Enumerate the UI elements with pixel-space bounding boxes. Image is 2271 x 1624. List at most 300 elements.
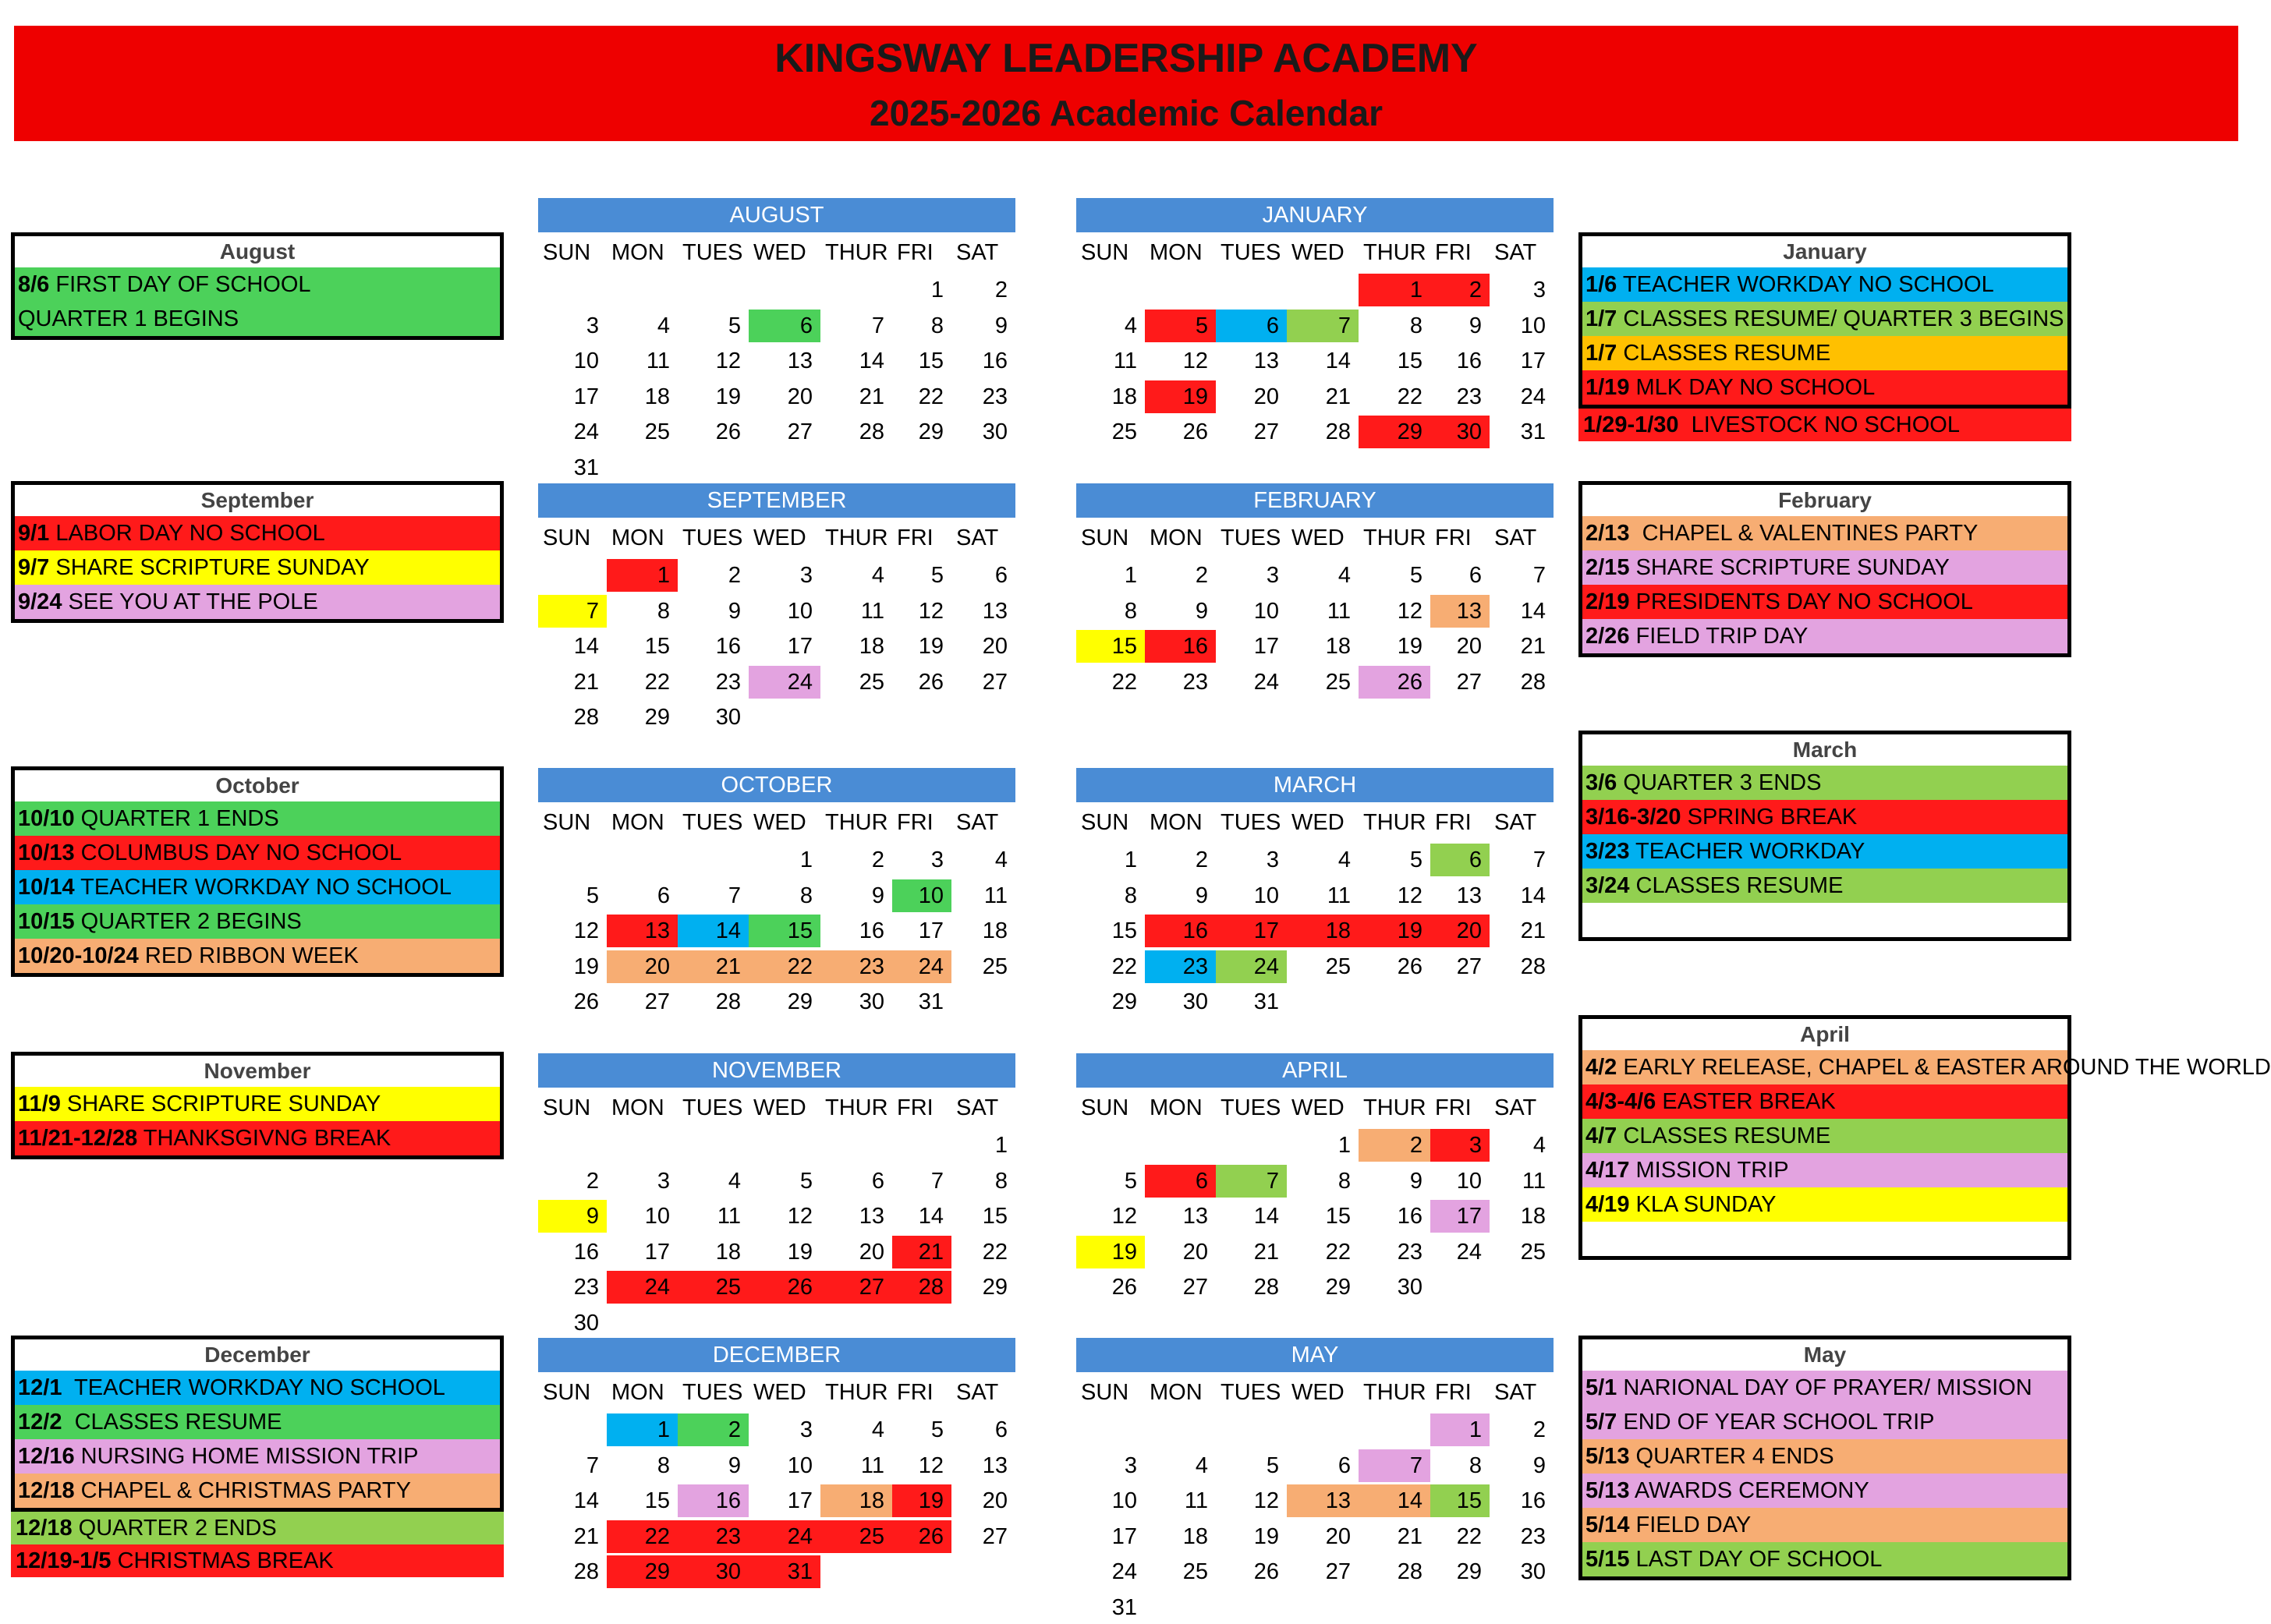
day-cell: 4 [994,847,1008,872]
legend-text: FIRST DAY OF SCHOOL [49,272,311,297]
legend-date: 2/13 [1585,521,1630,546]
day-cell: 4 [871,1417,884,1442]
day-cell: 2 [586,1168,599,1194]
legend-text: CHAPEL & CHRISTMAS PARTY [74,1478,411,1503]
weekday-label: SAT [1494,525,1537,550]
legend-text: EASTER BREAK [1656,1089,1836,1114]
day-cell-highlighted: 24 [1216,950,1287,983]
day-cell: 5 [1124,1168,1137,1194]
weekday-label: THUR [1363,525,1426,550]
day-cell: 13 [1456,883,1482,908]
day-cell: 21 [1253,1239,1279,1265]
legend-date: 8/6 [18,272,50,297]
legend-date: 3/23 [1585,839,1630,864]
day-cell: 20 [859,1239,884,1265]
legend-row [15,801,500,836]
legend-text: NARIONAL DAY OF PRAYER/ MISSION [1617,1375,2032,1400]
day-cell: 18 [1325,634,1351,659]
day-cell: 12 [787,1204,813,1229]
legend-date: 10/10 [18,806,75,831]
day-cell: 15 [1397,349,1422,373]
day-cell-highlighted: 29 [607,1555,678,1588]
day-cell-highlighted: 2 [678,1413,749,1446]
day-cell-highlighted: 28 [892,1271,951,1304]
weekday-label: FRI [897,1095,934,1120]
day-cell-highlighted: 15 [1430,1484,1490,1517]
day-cell-highlighted: 20 [607,950,678,983]
legend-date: 1/6 [1585,272,1617,297]
legend-text: CLASSES RESUME [62,1410,282,1435]
day-cell: 4 [657,313,670,338]
legend-row [1582,1050,2271,1084]
day-cell: 13 [787,349,813,373]
legend-text: CLASSES RESUME [1617,341,1831,366]
weekday-label: WED [1291,525,1345,550]
legend-row [1582,834,2067,869]
legend-april [1578,1015,2271,1260]
day-cell: 15 [644,634,670,659]
legend-text: LABOR DAY NO SCHOOL [49,521,325,546]
day-cell: 31 [918,989,944,1014]
day-cell-highlighted: 18 [1287,915,1359,947]
day-cell: 25 [1520,1239,1546,1265]
legend-row [15,1087,500,1121]
day-cell: 10 [1253,883,1279,908]
day-cell: 20 [982,1488,1008,1513]
month-header: APRIL [1076,1053,1554,1088]
day-cell: 22 [918,384,944,409]
legend-row [1582,1222,2067,1256]
legend-date: 12/18 [18,1478,75,1503]
day-cell: 15 [982,1204,1008,1229]
day-cell: 2 [728,563,741,588]
day-cell: 7 [871,313,884,338]
day-cell: 11 [1522,1168,1546,1194]
day-cell: 14 [1520,883,1546,908]
day-cell-highlighted: 10 [892,879,951,912]
day-cell: 20 [1253,384,1279,409]
legend-text: PRESIDENTS DAY NO SCHOOL [1629,589,1973,614]
day-cell: 4 [1195,1452,1208,1478]
day-cell: 19 [1253,1523,1279,1549]
weekday-label: WED [1291,240,1345,265]
day-cell: 10 [573,349,599,373]
day-cell-highlighted: 6 [749,310,820,342]
weekday-label: MON [1150,525,1203,550]
day-cell: 30 [982,419,1008,444]
day-cell: 12 [1397,883,1422,908]
weekday-label: SUN [543,240,591,265]
legend-text: TEACHER WORKDAY NO SCHOOL [62,1375,445,1400]
day-cell: 30 [1397,1275,1422,1300]
day-cell: 17 [1520,349,1546,373]
legend-row [15,516,500,550]
day-cell: 14 [1253,1204,1279,1229]
day-cell-highlighted: 18 [820,1484,892,1517]
day-cell-highlighted: 5 [1145,310,1216,342]
day-cell: 27 [644,989,670,1014]
day-cell: 26 [1182,419,1208,444]
legend-extra-row [1578,409,2071,441]
day-cell: 31 [1111,1594,1137,1620]
legend-text: LAST DAY OF SCHOOL [1629,1547,1883,1572]
legend-text: AWARDS CEREMONY [1629,1478,1869,1503]
day-cell: 27 [982,669,1008,695]
day-cell-highlighted: 24 [749,1520,820,1553]
day-cell-highlighted: 1 [607,1413,678,1446]
day-cell: 22 [1325,1239,1351,1265]
day-cell: 7 [1532,847,1546,872]
day-cell: 28 [859,419,884,444]
weekday-label: TUES [682,810,743,835]
weekday-label: FRI [897,1380,934,1405]
day-cell-highlighted: 27 [820,1271,892,1304]
day-cell: 25 [982,954,1008,979]
legend-date: 9/24 [18,589,62,614]
day-cell: 29 [644,705,670,730]
day-cell: 27 [787,419,813,444]
day-cell: 19 [715,384,741,409]
day-cell: 25 [644,419,670,444]
day-cell: 20 [1325,1523,1351,1549]
weekday-label: SUN [1081,525,1129,550]
legend-text: CLASSES RESUME/ QUARTER 3 BEGINS [1617,306,2064,331]
day-cell: 17 [918,918,944,943]
page-title: KINGSWAY LEADERSHIP ACADEMY [774,36,1478,81]
day-cell: 13 [1253,349,1279,373]
legend-text: QUARTER 3 ENDS [1617,770,1822,795]
legend-date: 12/2 [18,1410,62,1435]
legend-january [1578,232,2071,409]
weekday-label: SUN [543,1380,591,1405]
day-cell-highlighted: 21 [678,950,749,983]
legend-text: SHARE SCRIPTURE SUNDAY [60,1092,381,1116]
day-cell: 1 [1124,563,1137,588]
weekday-label: WED [753,525,806,550]
day-cell: 26 [715,419,741,444]
legend-row [15,267,500,302]
day-cell: 11 [646,349,670,373]
day-cell: 29 [982,1275,1008,1300]
legend-row [1582,302,2067,336]
legend-date: 3/16-3/20 [1585,805,1681,830]
day-cell: 8 [1337,1168,1351,1194]
day-cell: 27 [1182,1275,1208,1300]
day-cell: 7 [728,883,741,908]
legend-row [15,1121,500,1155]
weekday-label: SUN [1081,1095,1129,1120]
day-cell: 16 [573,1239,599,1265]
day-cell: 22 [1397,384,1422,409]
day-cell: 22 [1456,1523,1482,1549]
legend-row [1582,1187,2067,1222]
day-cell: 30 [1520,1559,1546,1584]
month-header: FEBRUARY [1076,483,1554,518]
legend-row [15,585,500,619]
day-cell: 3 [1266,847,1279,872]
day-cell-highlighted: 31 [749,1555,820,1588]
legend-text: QUARTER 2 ENDS [72,1516,277,1541]
legend-text: QUARTER 1 ENDS [74,806,279,831]
day-cell-highlighted: 7 [1287,310,1359,342]
day-cell: 28 [1520,954,1546,979]
legend-text: CLASSES RESUME [1629,873,1844,898]
day-cell-highlighted: 13 [1430,595,1490,628]
weekday-label: WED [753,1095,806,1120]
day-cell: 21 [1325,384,1351,409]
legend-december [11,1336,504,1512]
day-cell: 8 [994,1168,1008,1194]
day-cell-highlighted: 17 [1216,915,1287,947]
day-cell: 28 [573,1559,599,1584]
month-header: AUGUST [538,198,1015,232]
legend-text: TEACHER WORKDAY NO SCHOOL [74,875,452,900]
legend-date: 1/29-1/30 [1583,412,1679,437]
day-cell: 28 [715,989,741,1014]
day-cell: 29 [1111,989,1137,1014]
legend-date: 10/20-10/24 [18,943,139,968]
day-cell-highlighted: 13 [607,915,678,947]
legend-row [15,1371,500,1405]
legend-title: November [204,1059,311,1083]
legend-september [11,481,504,623]
day-cell: 15 [1325,1204,1351,1229]
day-cell: 16 [1456,349,1482,373]
day-cell: 29 [1325,1275,1351,1300]
legend-row [1582,516,2067,550]
day-cell-highlighted: 22 [607,1520,678,1553]
day-cell: 2 [1532,1417,1546,1442]
day-cell: 1 [799,847,813,872]
day-cell: 8 [1124,598,1137,624]
day-cell-highlighted: 26 [1359,666,1430,699]
legend-date: 4/3-4/6 [1585,1089,1656,1114]
month-february [1076,483,1554,695]
day-cell: 19 [573,954,599,979]
day-cell-highlighted: 7 [1359,1449,1430,1482]
day-cell: 18 [644,384,670,409]
day-cell: 23 [1397,1239,1422,1265]
day-cell: 25 [1182,1559,1208,1584]
day-cell: 12 [1182,349,1208,373]
day-cell: 10 [644,1204,670,1229]
weekday-label: TUES [1221,1380,1281,1405]
day-cell: 31 [573,455,599,480]
day-cell: 21 [573,669,599,695]
day-cell-highlighted: 30 [678,1555,749,1588]
legend-row [1582,869,2067,903]
day-cell: 15 [644,1488,670,1513]
legend-row [1582,1405,2067,1439]
day-cell: 2 [994,278,1008,303]
day-cell: 18 [859,634,884,659]
day-cell: 28 [573,705,599,730]
legend-date: 1/7 [1585,341,1617,366]
legend-date: 4/17 [1585,1158,1630,1183]
day-cell-highlighted: 29 [1359,416,1430,448]
legend-row [1582,766,2067,800]
day-cell-highlighted: 15 [749,915,820,947]
day-cell: 4 [1124,313,1137,338]
day-cell: 17 [1111,1523,1137,1549]
day-cell-highlighted: 26 [892,1520,951,1553]
day-cell-highlighted: 22 [749,950,820,983]
day-cell-highlighted: 1 [1359,274,1430,306]
day-cell: 9 [1469,313,1482,338]
month-january [1076,198,1554,444]
legend-title: August [219,239,296,264]
legend-text: SHARE SCRIPTURE SUNDAY [49,555,370,580]
day-cell: 27 [1253,419,1279,444]
legend-date: 5/14 [1585,1513,1630,1537]
legend-row [1582,370,2067,405]
legend-text: FIELD TRIP DAY [1629,624,1809,649]
legend-row [15,904,500,939]
day-cell: 11 [1184,1488,1208,1513]
day-cell: 11 [860,598,884,624]
legend-row [1582,619,2067,653]
day-cell: 23 [1456,384,1482,409]
weekday-label: THUR [825,1380,888,1405]
legend-text: CHRISTMAS BREAK [111,1548,334,1573]
day-cell: 12 [918,598,944,624]
day-cell-highlighted: 16 [678,1484,749,1517]
day-cell: 31 [1520,419,1546,444]
day-cell: 24 [1253,669,1279,695]
legend-row [1582,336,2067,370]
legend-row [15,939,500,973]
day-cell: 15 [918,349,944,373]
day-cell: 25 [859,669,884,695]
day-cell: 26 [573,989,599,1014]
day-cell: 26 [1111,1275,1137,1300]
day-cell-highlighted: 19 [1359,915,1430,947]
day-cell: 29 [1456,1559,1482,1584]
weekday-label: FRI [897,525,934,550]
legend-august [11,232,504,340]
month-august [538,198,1015,480]
weekday-label: WED [1291,1095,1345,1120]
legend-date: 4/2 [1585,1055,1617,1080]
weekday-label: MON [611,1380,664,1405]
day-cell: 18 [1182,1523,1208,1549]
legend-row [1582,1119,2067,1153]
legend-text: KLA SUNDAY [1629,1192,1777,1217]
day-cell-highlighted: 16 [1145,915,1216,947]
weekday-label: WED [1291,1380,1345,1405]
legend-row [1582,1439,2067,1474]
weekday-label: TUES [682,240,743,265]
weekday-label: TUES [1221,525,1281,550]
day-cell: 23 [715,669,741,695]
day-cell: 11 [1327,883,1351,908]
legend-text: NURSING HOME MISSION TRIP [74,1444,419,1469]
legend-title: February [1778,488,1872,512]
legend-text: RED RIBBON WEEK [138,943,359,968]
day-cell: 17 [1253,634,1279,659]
weekday-label: MON [611,525,664,550]
weekday-label: FRI [1435,240,1472,265]
day-cell: 30 [573,1310,599,1336]
day-cell: 8 [1469,1452,1482,1478]
day-cell: 16 [715,634,741,659]
day-cell: 25 [1325,954,1351,979]
day-cell: 12 [918,1452,944,1478]
day-cell: 30 [859,989,884,1014]
day-cell: 31 [1253,989,1279,1014]
legend-row [15,302,500,336]
month-header: MAY [1076,1338,1554,1372]
day-cell: 28 [1397,1559,1422,1584]
day-cell: 10 [1253,598,1279,624]
day-cell: 4 [728,1168,741,1194]
day-cell: 12 [1111,1204,1137,1229]
day-cell: 30 [1182,989,1208,1014]
legend-row [1582,1508,2067,1542]
legend-text: CHAPEL & VALENTINES PARTY [1629,521,1979,546]
weekday-label: FRI [1435,810,1472,835]
day-cell: 21 [573,1523,599,1549]
day-cell: 3 [1532,278,1546,303]
legend-text: FIELD DAY [1629,1513,1752,1537]
month-november [538,1053,1015,1336]
day-cell-highlighted: 2 [1430,274,1490,306]
legend-date: 3/24 [1585,873,1630,898]
day-cell: 30 [715,705,741,730]
legend-date: 9/1 [18,521,50,546]
day-cell-highlighted: 24 [607,1271,678,1304]
day-cell: 10 [787,1452,813,1478]
weekday-label: WED [1291,810,1345,835]
day-cell: 7 [1532,563,1546,588]
day-cell: 9 [871,883,884,908]
day-cell: 24 [1111,1559,1137,1584]
legend-row [1582,1371,2067,1405]
legend-date: 5/13 [1585,1444,1630,1469]
day-cell-highlighted: 26 [749,1271,820,1304]
legend-date: 4/7 [1585,1123,1617,1148]
month-may [1076,1338,1554,1620]
day-cell-highlighted: 16 [1145,630,1216,663]
day-cell-highlighted: 19 [1076,1236,1145,1268]
day-cell: 21 [1397,1523,1422,1549]
legend-date: 4/19 [1585,1192,1630,1217]
legend-date: 1/19 [1585,375,1630,400]
weekday-label: SAT [956,1380,999,1405]
day-cell: 9 [994,313,1008,338]
day-cell: 26 [1397,954,1422,979]
day-cell: 16 [982,349,1008,373]
legend-date: 5/13 [1585,1478,1630,1503]
legend-row [1582,267,2067,302]
day-cell: 14 [859,349,884,373]
day-cell-highlighted: 20 [1430,915,1490,947]
day-cell: 9 [1532,1452,1546,1478]
day-cell: 19 [1397,634,1422,659]
legend-date: 2/15 [1585,555,1630,580]
day-cell-highlighted: 14 [1359,1484,1430,1517]
month-april [1076,1053,1554,1300]
month-september [538,483,1015,730]
legend-row [1582,903,2067,937]
month-december [538,1338,1015,1584]
weekday-label: TUES [682,1380,743,1405]
month-march [1076,768,1554,1014]
legend-text: COLUMBUS DAY NO SCHOOL [74,840,402,865]
legend-text: SPRING BREAK [1681,805,1858,830]
day-cell: 21 [859,384,884,409]
day-cell: 9 [1409,1168,1422,1194]
